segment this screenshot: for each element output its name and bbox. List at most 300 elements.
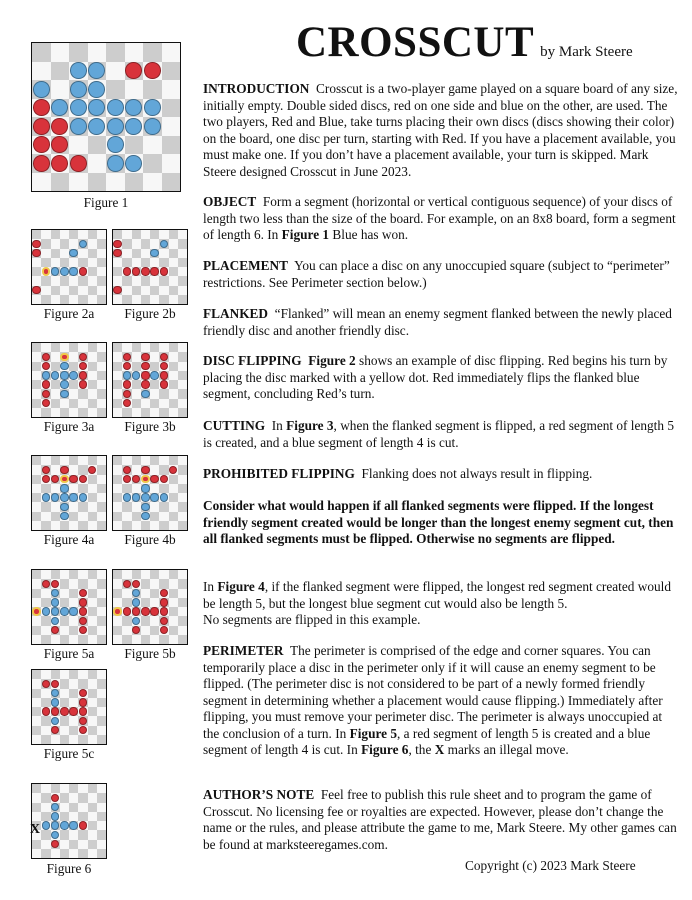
board-square: [113, 521, 122, 530]
red-disc: [160, 617, 168, 625]
blue-disc: [60, 484, 68, 492]
board-square: [69, 136, 88, 155]
board-square: [132, 607, 141, 616]
blue-disc: [51, 267, 59, 275]
board-square: [97, 465, 106, 474]
board-square: [122, 230, 131, 239]
board-square: [169, 475, 178, 484]
blue-disc: [79, 240, 87, 248]
figure-ref: Figure 2: [308, 353, 356, 368]
board-square: [150, 579, 159, 588]
section-heading: OBJECT: [203, 194, 257, 209]
board-square: [60, 389, 69, 398]
board-square: [132, 616, 141, 625]
board-square: [88, 295, 97, 304]
board-square: [113, 626, 122, 635]
board-square: [159, 362, 168, 371]
board-square: [78, 821, 87, 830]
blue-disc: [60, 380, 68, 388]
board-square: [150, 570, 159, 579]
board-square: [69, 502, 78, 511]
board-square: [162, 173, 181, 192]
blue-disc: [42, 821, 50, 829]
board-square: [69, 849, 78, 858]
board-square: [125, 43, 144, 62]
board-square: [88, 371, 97, 380]
red-disc: [141, 466, 149, 474]
board-square: [150, 607, 159, 616]
board-square: [60, 239, 69, 248]
board-square: [32, 670, 41, 679]
board-square: [60, 343, 69, 352]
board-square: [32, 679, 41, 688]
red-disc: [79, 362, 87, 370]
board-square: [178, 626, 187, 635]
red-disc: [42, 399, 50, 407]
board-square: [69, 362, 78, 371]
board-square: [88, 117, 107, 136]
board-square: [41, 456, 50, 465]
board-square: [150, 475, 159, 484]
board-square: [159, 512, 168, 521]
red-disc: [123, 607, 131, 615]
red-disc: [160, 362, 168, 370]
board-square: [178, 484, 187, 493]
board-square: [169, 230, 178, 239]
red-disc: [70, 155, 87, 172]
board-square: [97, 286, 106, 295]
red-disc: [51, 475, 59, 483]
board-square: [78, 295, 87, 304]
board-square: [178, 456, 187, 465]
blue-disc: [123, 371, 131, 379]
section-authors-note: [203, 787, 678, 853]
board-square: [32, 475, 41, 484]
board-square: [69, 521, 78, 530]
board-square: [169, 465, 178, 474]
board-square: [169, 295, 178, 304]
board-square: [69, 726, 78, 735]
x-ref: X: [434, 742, 445, 757]
section-heading: DISC FLIPPING: [203, 353, 302, 368]
board-square: [97, 579, 106, 588]
board-square: [51, 502, 60, 511]
board-square: [51, 136, 70, 155]
blue-disc: [160, 493, 168, 501]
red-disc: [132, 607, 140, 615]
board-square: [97, 456, 106, 465]
board-square: [51, 607, 60, 616]
board-square: [122, 295, 131, 304]
board-square: [106, 173, 125, 192]
section-body: In: [203, 579, 218, 594]
board-square: [41, 626, 50, 635]
section-body: Blue has won.: [329, 227, 409, 242]
board-square: [60, 249, 69, 258]
game-board-figure-1: [31, 42, 181, 192]
board-square: [141, 362, 150, 371]
board-square: [69, 598, 78, 607]
board-square: [159, 484, 168, 493]
board-square: [88, 726, 97, 735]
red-disc: [160, 589, 168, 597]
board-square: [51, 173, 70, 192]
board-square: [178, 512, 187, 521]
board-square: [32, 840, 41, 849]
board-square: [132, 408, 141, 417]
board-square: [106, 117, 125, 136]
board-square: [51, 726, 60, 735]
board-square: [159, 295, 168, 304]
blue-disc: [79, 493, 87, 501]
board-square: [41, 616, 50, 625]
board-square: [97, 849, 106, 858]
board-square: [32, 352, 41, 361]
board-square: [88, 784, 97, 793]
board-square: [141, 343, 150, 352]
board-square: [60, 616, 69, 625]
board-square: [169, 484, 178, 493]
blue-disc: [60, 607, 68, 615]
board-square: [88, 735, 97, 744]
board-square: [169, 598, 178, 607]
red-disc: [51, 155, 68, 172]
board-square: [122, 258, 131, 267]
red-disc: [88, 466, 96, 474]
board-square: [122, 475, 131, 484]
red-disc: [79, 698, 87, 706]
board-square: [141, 616, 150, 625]
red-disc: [125, 62, 142, 79]
board-square: [88, 521, 97, 530]
blue-disc: [51, 689, 59, 697]
board-square: [60, 352, 69, 361]
board-square: [125, 136, 144, 155]
board-square: [78, 475, 87, 484]
board-square: [159, 570, 168, 579]
board-square: [88, 830, 97, 839]
board-square: [69, 689, 78, 698]
blue-disc: [51, 99, 68, 116]
board-square: [150, 521, 159, 530]
board-square: [141, 607, 150, 616]
board-square: [41, 362, 50, 371]
board-square: [122, 399, 131, 408]
board-square: [141, 352, 150, 361]
board-square: [150, 616, 159, 625]
board-square: [51, 830, 60, 839]
board-square: [69, 803, 78, 812]
board-square: [141, 389, 150, 398]
red-disc: [79, 475, 87, 483]
board-square: [169, 589, 178, 598]
board-square: [88, 803, 97, 812]
blue-disc: [69, 267, 77, 275]
board-square: [150, 230, 159, 239]
board-square: [97, 679, 106, 688]
blue-disc: [150, 493, 158, 501]
blue-disc: [51, 607, 59, 615]
red-disc: [42, 466, 50, 474]
red-disc: [42, 707, 50, 715]
board-square: [150, 295, 159, 304]
board-square: [159, 579, 168, 588]
board-square: [113, 389, 122, 398]
board-square: [60, 579, 69, 588]
board-square: [122, 589, 131, 598]
board-square: [122, 389, 131, 398]
board-square: [97, 352, 106, 361]
board-square: [78, 258, 87, 267]
board-square: [41, 726, 50, 735]
board-square: [88, 362, 97, 371]
board-square: [159, 352, 168, 361]
red-disc: [160, 598, 168, 606]
board-square: [122, 493, 131, 502]
board-square: [132, 589, 141, 598]
board-square: [60, 267, 69, 276]
blue-disc: [107, 118, 124, 135]
board-square: [32, 239, 41, 248]
blue-disc: [42, 493, 50, 501]
board-square: [113, 286, 122, 295]
board-square: [122, 239, 131, 248]
board-square: [113, 635, 122, 644]
board-square: [143, 99, 162, 118]
board-square: [51, 154, 70, 173]
board-square: [51, 343, 60, 352]
board-square: [97, 399, 106, 408]
red-disc: [42, 475, 50, 483]
board-square: [178, 607, 187, 616]
board-square: [159, 267, 168, 276]
red-disc: [160, 475, 168, 483]
board-square: [97, 616, 106, 625]
board-square: [41, 343, 50, 352]
section-body: , a red segment of length 5 is created and a blue segment of length 4 is cut. In: [203, 725, 651, 757]
board-square: [41, 793, 50, 802]
section-body: shows an example of disc flipping. Red begins his turn by placing the disc marked with a yellow dot. Red immediately flips the flanked blue segment, concluding Red’s turn.: [203, 353, 668, 401]
board-square: [32, 136, 51, 155]
blue-disc: [125, 118, 142, 135]
board-square: [88, 136, 107, 155]
board-square: [125, 62, 144, 81]
red-disc: [42, 380, 50, 388]
board-square: [97, 380, 106, 389]
board-square: [60, 812, 69, 821]
board-square: [88, 493, 97, 502]
red-disc: [169, 466, 177, 474]
board-square: [159, 607, 168, 616]
red-disc: [160, 626, 168, 634]
red-disc: [123, 475, 131, 483]
board-square: [113, 484, 122, 493]
board-square: [159, 276, 168, 285]
board-square: [141, 589, 150, 598]
board-square: [69, 626, 78, 635]
blue-disc: [141, 390, 149, 398]
board-square: [88, 249, 97, 258]
blue-disc: [144, 118, 161, 135]
board-square: [69, 456, 78, 465]
red-disc: [79, 717, 87, 725]
board-square: [88, 456, 97, 465]
blue-disc: [141, 493, 149, 501]
board-square: [97, 502, 106, 511]
board-square: [178, 399, 187, 408]
board-square: [51, 812, 60, 821]
board-square: [41, 803, 50, 812]
board-square: [88, 276, 97, 285]
board-square: [51, 456, 60, 465]
board-square: [88, 154, 107, 173]
board-square: [106, 80, 125, 99]
board-square: [150, 635, 159, 644]
board-square: [60, 598, 69, 607]
board-square: [32, 380, 41, 389]
board-square: [132, 389, 141, 398]
board-square: [122, 408, 131, 417]
board-square: [51, 707, 60, 716]
board-square: [78, 735, 87, 744]
game-board-figure-3b: [112, 342, 188, 418]
board-square: [97, 784, 106, 793]
board-square: [141, 465, 150, 474]
red-disc: [42, 390, 50, 398]
board-square: [88, 849, 97, 858]
board-square: [88, 670, 97, 679]
board-square: [41, 408, 50, 417]
board-square: [41, 598, 50, 607]
board-square: [150, 380, 159, 389]
board-square: [51, 389, 60, 398]
red-disc: [42, 580, 50, 588]
board-square: [97, 607, 106, 616]
blue-disc: [107, 99, 124, 116]
blue-disc: [141, 484, 149, 492]
board-square: [141, 295, 150, 304]
board-square: [60, 849, 69, 858]
board-square: [132, 493, 141, 502]
red-disc: [79, 726, 87, 734]
board-square: [97, 726, 106, 735]
board-square: [60, 698, 69, 707]
board-square: [51, 570, 60, 579]
board-square: [60, 707, 69, 716]
board-square: [141, 249, 150, 258]
board-square: [32, 689, 41, 698]
board-square: [97, 362, 106, 371]
red-disc: [132, 475, 140, 483]
red-disc: [160, 380, 168, 388]
board-square: [162, 99, 181, 118]
section-heading: CUTTING: [203, 418, 266, 433]
blue-disc: [132, 589, 140, 597]
board-square: [159, 521, 168, 530]
board-square: [169, 512, 178, 521]
figure-caption: Figure 5a: [43, 646, 95, 661]
board-square: [88, 343, 97, 352]
blue-disc: [69, 493, 77, 501]
board-square: [178, 475, 187, 484]
board-square: [178, 616, 187, 625]
board-square: [132, 362, 141, 371]
board-square: [32, 698, 41, 707]
board-square: [69, 830, 78, 839]
blue-disc: [60, 390, 68, 398]
board-square: [41, 484, 50, 493]
board-square: [32, 286, 41, 295]
board-square: [113, 371, 122, 380]
board-square: [69, 173, 88, 192]
section-object: [203, 194, 678, 244]
board-square: [51, 276, 60, 285]
board-square: [97, 635, 106, 644]
board-square: [162, 117, 181, 136]
board-square: [150, 456, 159, 465]
section-body: The perimeter is comprised of the edge and corner squares. You can temporarily place a disc in the perimeter only if it will cause an enemy segment to be flipped. (The perimeter disc is not considered to be part of a newly formed friendly segment in determining whether a placement would cause flipping.) Immediately after flipping, you must remove your perimeter disc. The perimeter is always unoccupied at the conclusion of a turn. In: [203, 643, 663, 741]
board-square: [159, 502, 168, 511]
board-square: [32, 579, 41, 588]
board-square: [69, 267, 78, 276]
red-disc-marked: [60, 353, 68, 361]
board-square: [132, 521, 141, 530]
board-square: [88, 840, 97, 849]
board-square: [69, 698, 78, 707]
board-square: [32, 343, 41, 352]
red-disc: [160, 371, 168, 379]
board-square: [162, 136, 181, 155]
board-square: [97, 812, 106, 821]
board-square: [122, 512, 131, 521]
board-square: [78, 716, 87, 725]
blue-disc: [150, 249, 158, 257]
board-square: [97, 408, 106, 417]
board-square: [41, 267, 50, 276]
board-square: [51, 803, 60, 812]
board-square: [178, 267, 187, 276]
red-disc: [79, 626, 87, 634]
board-square: [143, 136, 162, 155]
figure-ref: Figure 3: [286, 418, 334, 433]
board-square: [60, 295, 69, 304]
board-square: [150, 343, 159, 352]
figure-caption: Figure 1: [83, 195, 129, 210]
board-square: [69, 154, 88, 173]
board-square: [41, 707, 50, 716]
board-square: [122, 276, 131, 285]
red-disc: [132, 267, 140, 275]
board-square: [78, 793, 87, 802]
blue-disc: [60, 371, 68, 379]
board-square: [78, 670, 87, 679]
board-square: [88, 512, 97, 521]
board-square: [32, 784, 41, 793]
board-square: [141, 380, 150, 389]
board-square: [106, 43, 125, 62]
board-square: [159, 380, 168, 389]
red-disc: [33, 136, 50, 153]
section-figure4-note: [203, 579, 678, 629]
board-square: [51, 598, 60, 607]
board-square: [132, 598, 141, 607]
board-square: [132, 512, 141, 521]
board-square: [69, 670, 78, 679]
blue-disc: [70, 118, 87, 135]
board-square: [132, 267, 141, 276]
board-square: [32, 80, 51, 99]
board-square: [88, 99, 107, 118]
